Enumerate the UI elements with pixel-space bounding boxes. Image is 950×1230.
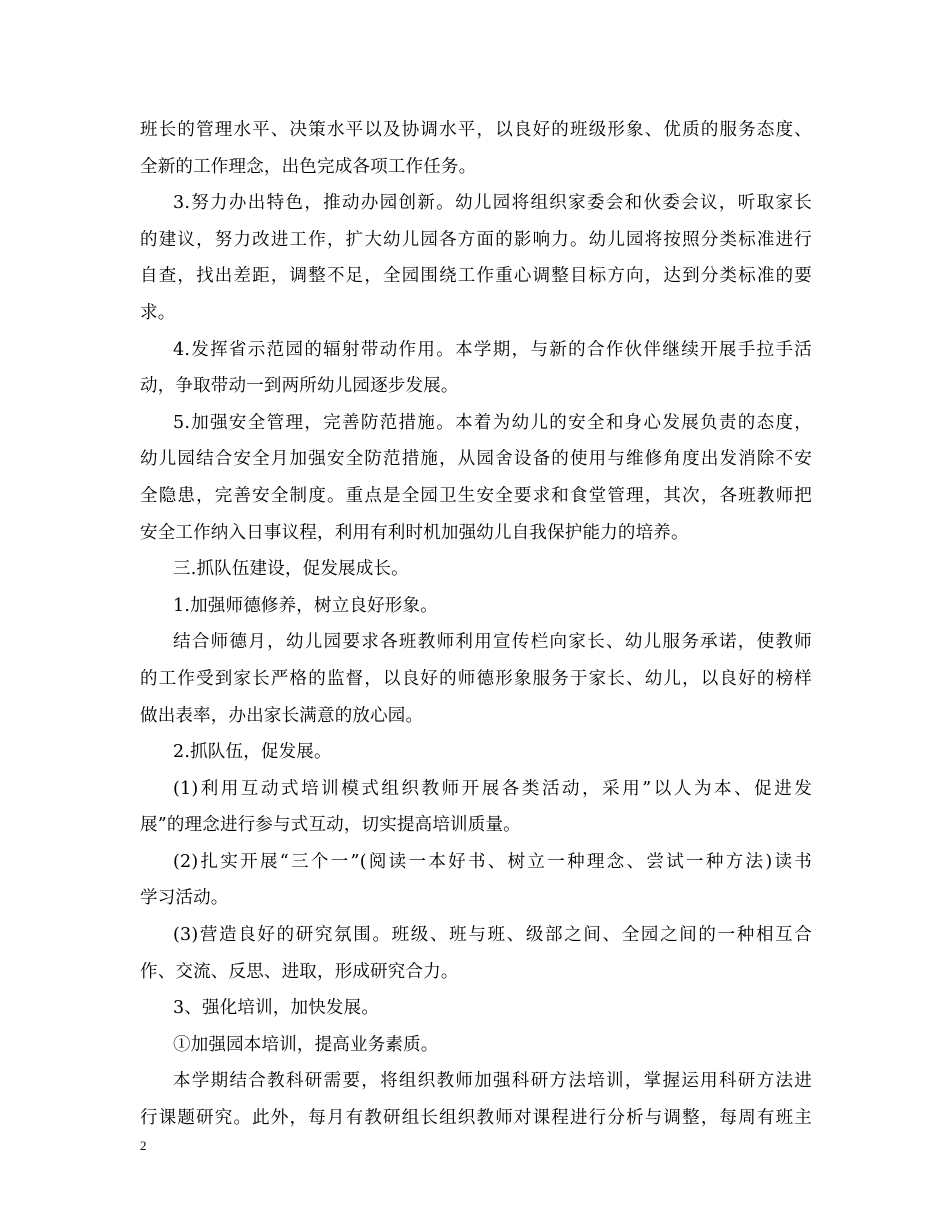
text-line: 3.努力办出特色，推动办园创新。幼儿园将组织家委会和伙委会议，听取家长 [173, 193, 812, 214]
text-line: 作、交流、反思、进取，形成研究合力。 [140, 961, 459, 982]
text-line: 本学期结合教科研需要，将组织教师加强科研方法培训，掌握运用科研方法进 [173, 1071, 812, 1092]
text-line: 学习活动。 [140, 888, 229, 909]
text-line: 幼儿园结合安全月加强安全防范措施，从园舍设备的使用与维修角度出发消除不安 [140, 449, 812, 470]
text-line: 三.抓队伍建设，促发展成长。 [173, 559, 409, 580]
text-line: 做出表率，办出家长满意的放心园。 [140, 705, 424, 726]
text-line: 求。 [140, 302, 176, 323]
text-line: 1.加强师德修养，树立良好形象。 [173, 595, 438, 616]
text-line: (2)扎实开展“三个一”(阅读一本好书、树立一种理念、尝试一种方法)读书 [173, 851, 812, 872]
text-line: 5.加强安全管理，完善防范措施。本着为幼儿的安全和身心发展负责的态度， [173, 412, 812, 433]
page-number: 2 [140, 1138, 147, 1153]
text-line: 4.发挥省示范园的辐射带动作用。本学期，与新的合作伙伴继续开展手拉手活 [173, 339, 812, 360]
text-line: 3、强化培训，加快发展。 [173, 998, 380, 1019]
text-line: 全隐患，完善安全制度。重点是全园卫生安全要求和食堂管理，其次，各班教师把 [140, 485, 812, 506]
text-line: 结合师德月，幼儿园要求各班教师利用宣传栏向家长、幼儿服务承诺，使教师 [173, 632, 812, 653]
text-line: 2.抓队伍，促发展。 [173, 742, 332, 763]
text-line: (1)利用互动式培训模式组织教师开展各类活动，采用”以人为本、促进发 [173, 778, 812, 799]
text-line: 的建议，努力改进工作，扩大幼儿园各方面的影响力。幼儿园将按照分类标准进行 [140, 229, 812, 250]
text-line: 全新的工作理念，出色完成各项工作任务。 [140, 156, 477, 177]
text-line: 行课题研究。此外，每月有教研组长组织教师对课程进行分析与调整，每周有班主 [140, 1108, 812, 1129]
text-line: 动，争取带动一到两所幼儿园逐步发展。 [140, 376, 459, 397]
text-line: 展”的理念进行参与式互动，切实提高培训质量。 [140, 815, 521, 836]
text-line: 安全工作纳入日事议程，利用有利时机加强幼儿自我保护能力的培养。 [140, 522, 689, 543]
text-line: 的工作受到家长严格的监督，以良好的师德形象服务于家长、幼儿，以良好的榜样 [140, 668, 812, 689]
text-line: 自查，找出差距，调整不足，全园围绕工作重心调整目标方向，达到分类标准的要 [140, 266, 812, 287]
text-line: (3)营造良好的研究氛围。班级、班与班、级部之间、全园之间的一种相互合 [173, 925, 812, 946]
text-line: ①加强园本培训，提高业务素质。 [173, 1034, 439, 1055]
text-line: 班长的管理水平、决策水平以及协调水平，以良好的班级形象、优质的服务态度、 [140, 120, 812, 140]
document-body [140, 112, 812, 1137]
